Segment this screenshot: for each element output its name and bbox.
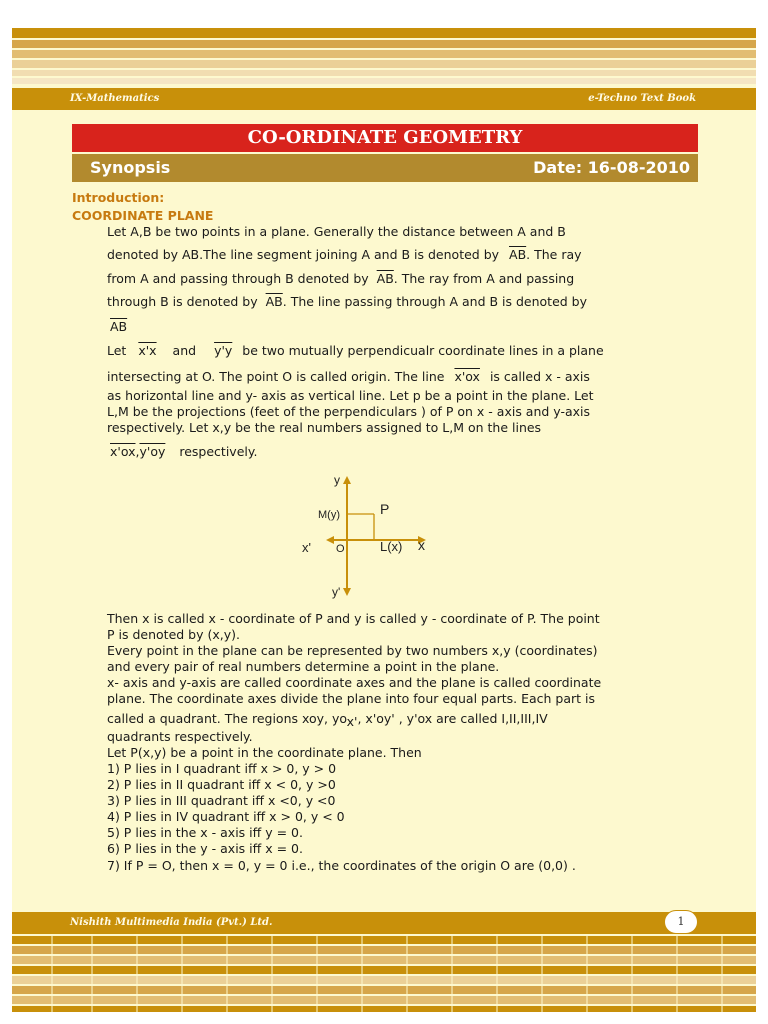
para1-line3 — [107, 271, 574, 286]
label-y-prime: y' — [332, 585, 341, 599]
text: , — [135, 444, 140, 459]
text: Let — [107, 343, 127, 358]
text: denoted by AB.The line segment joining A and B is denoted by — [107, 247, 500, 262]
text: . The ray from A and passing — [393, 271, 575, 286]
text: x'x — [138, 343, 157, 358]
body-line8: quadrants respectively. — [107, 729, 253, 744]
list-item: 7) If P = O, then x = 0, y = 0 i.e., the coordinates of the origin O are (0,0) . — [107, 858, 576, 873]
para1-line2 — [107, 247, 582, 262]
y-arrow-down — [343, 588, 351, 596]
y-arrow-up — [343, 476, 351, 484]
segment-ab: $\overline{AB}$ — [509, 247, 527, 262]
label-origin: O — [336, 543, 345, 555]
body-line1: Then x is called x - coordinate of P and y is called y - coordinate of P. The point — [107, 611, 600, 626]
x-arrow-left — [326, 536, 334, 544]
section-heading: COORDINATE PLANE — [72, 208, 214, 223]
label-p: P — [380, 501, 390, 517]
body-line7 — [107, 711, 548, 729]
text: x'ox — [454, 369, 480, 384]
label-y: y — [334, 473, 340, 487]
text: . The line passing through A and B is denoted by — [282, 294, 588, 309]
text: , x'oy' , y'ox are called I,II,III,IV — [357, 711, 548, 726]
text: $\overline{AB}$ — [110, 319, 128, 334]
body-line6: plane. The coordinate axes divide the plane into four equal parts. Each part is — [107, 691, 596, 706]
footer-publisher: Nishith Multimedia India (Pvt.) Ltd. — [70, 917, 273, 928]
synopsis-date: Date: 16-08-2010 — [533, 158, 690, 177]
page-number: 1 — [664, 910, 698, 934]
list-item: 6) P lies in the y - axis iff x = 0. — [107, 841, 303, 856]
para2-line6 — [110, 444, 257, 459]
body-line2: P is denoted by (x,y). — [107, 627, 240, 642]
header-bar — [12, 88, 756, 110]
page — [12, 28, 756, 1012]
synopsis-label: Synopsis — [90, 158, 171, 177]
page-title: CO-ORDINATE GEOMETRY — [72, 124, 698, 152]
text: through B is denoted by — [107, 294, 258, 309]
body-line5: x- axis and y-axis are called coordinate axes and the plane is called coordinate — [107, 675, 602, 690]
para2-line1 — [107, 343, 604, 358]
label-m: M(y) — [318, 509, 340, 521]
bottom-grid-decoration — [12, 936, 756, 1012]
list-item: 4) P lies in IV quadrant iff x > 0, y < 0 — [107, 809, 345, 824]
text: x'ox — [110, 444, 136, 459]
header-subject: IX-Mathematics — [70, 93, 160, 104]
text: y'y — [214, 343, 233, 358]
text: be two mutually perpendicualr coordinate lines in a plane — [242, 343, 604, 358]
text: intersecting at O. The point O is called origin. The line — [107, 369, 445, 384]
header-book: e-Techno Text Book — [588, 93, 696, 104]
body-line9: Let P(x,y) be a point in the coordinate plane. Then — [107, 745, 422, 760]
synopsis-bar — [72, 154, 698, 182]
para2-line5: respectively. Let x,y be the real numbers assigned to L,M on the lines — [107, 420, 542, 435]
label-x-prime: x' — [302, 540, 311, 555]
text: . The ray — [526, 247, 582, 262]
text: called a quadrant. The regions xoy, yo — [107, 711, 347, 726]
para1-line4 — [107, 294, 587, 309]
list-item: 2) P lies in II quadrant iff x < 0, y >0 — [107, 777, 336, 792]
para2-line3: as horizontal line and y- axis as vertical line. Let p be a point in the plane. Let — [107, 388, 594, 403]
ray-ab: $\overline{AB}$ — [376, 271, 394, 286]
list-item: 1) P lies in I quadrant iff x > 0, y > 0 — [107, 761, 337, 776]
body-line3: Every point in the plane can be represented by two numbers x,y (coordinates) — [107, 643, 598, 658]
label-l: L(x) — [380, 539, 403, 554]
coordinate-axes-diagram — [292, 472, 442, 602]
text: and — [172, 343, 197, 358]
intro-heading: Introduction: — [72, 190, 165, 205]
text: is called x - axis — [489, 369, 590, 384]
text: y'oy — [139, 444, 166, 459]
list-item: 5) P lies in the x - axis iff y = 0. — [107, 825, 303, 840]
text: x' — [346, 714, 358, 729]
para2-line2 — [107, 369, 590, 384]
body-line4: and every pair of real numbers determine a point in the plane. — [107, 659, 500, 674]
line-ab — [110, 319, 127, 334]
text: from A and passing through B denoted by — [107, 271, 369, 286]
text: respectively. — [179, 444, 258, 459]
para1-line1: Let A,B be two points in a plane. Generally the distance between A and B — [107, 224, 566, 239]
ray-ab-2: $\overline{AB}$ — [265, 294, 283, 309]
list-item: 3) P lies in III quadrant iff x <0, y <0 — [107, 793, 336, 808]
label-x: x — [418, 537, 425, 553]
footer-bar — [12, 912, 756, 934]
para2-line4: L,M be the projections (feet of the perpendiculars ) of P on x - axis and y-axis — [107, 404, 591, 419]
